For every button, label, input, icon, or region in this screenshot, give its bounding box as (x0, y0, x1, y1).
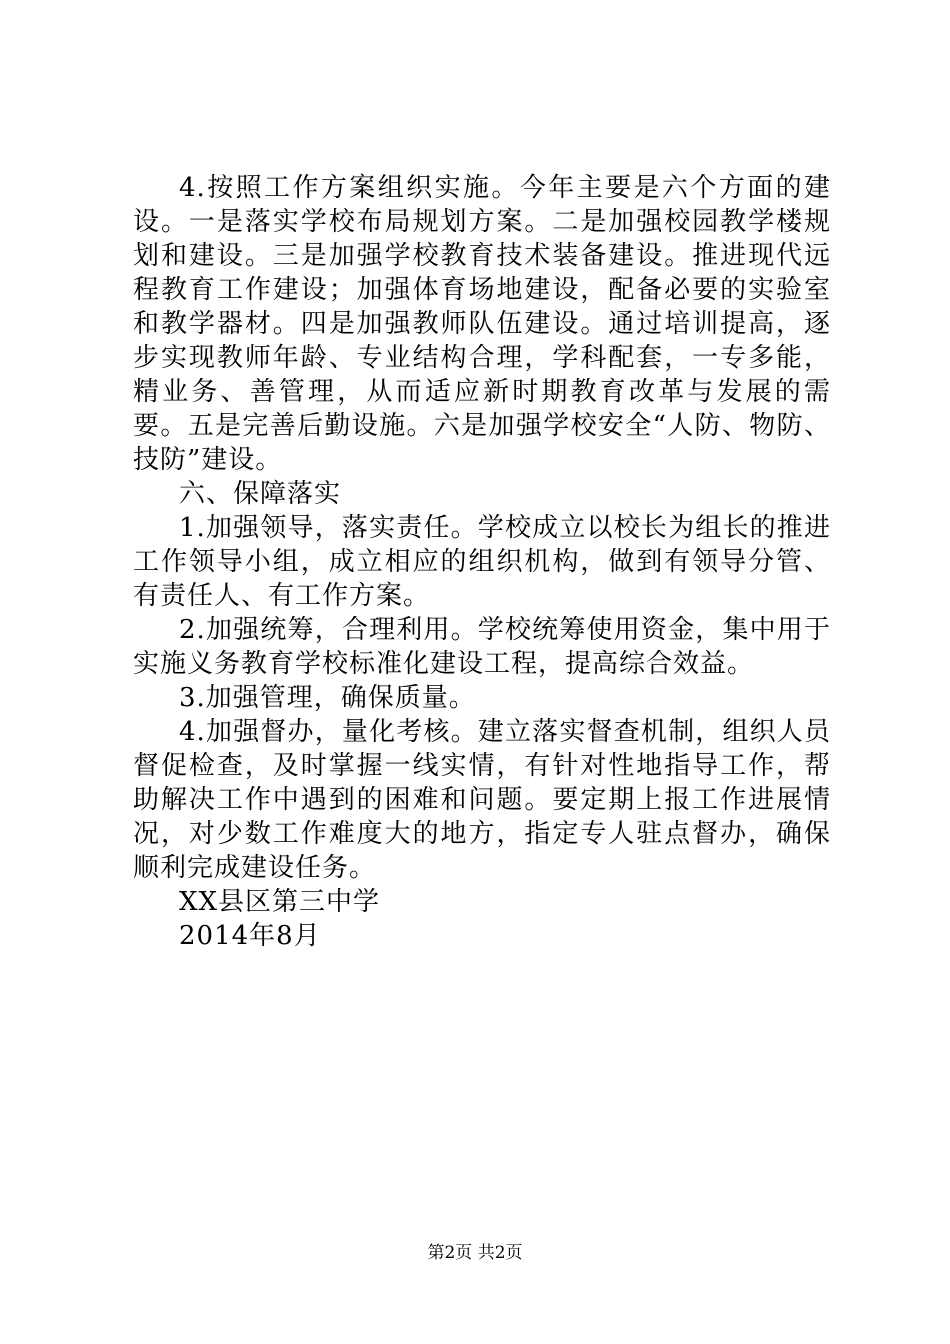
paragraph-leadership: 1.加强领导，落实责任。学校成立以校长为组长的推进工作领导小组，成立相应的组织机构，做到有领导分管、有责任人、有工作方案。 (133, 513, 831, 611)
signature-organization: XX县区第三中学 (179, 887, 381, 917)
section-heading-guarantee: 六、保障落实 (179, 479, 342, 509)
signature-date: 2014年8月 (179, 921, 321, 951)
paragraph-coordination: 2.加强统筹，合理利用。学校统筹使用资金，集中用于实施义务教育学校标准化建设工程，提高综合效益。 (133, 615, 831, 679)
paragraph-management: 3.加强管理，确保质量。 (179, 683, 476, 713)
paragraph-implementation: 4.按照工作方案组织实施。今年主要是六个方面的建设。一是落实学校布局规划方案。二是加强校园教学楼规划和建设。三是加强学校教育技术装备建设。推进现代远程教育工作建设；加强体育场地建设，配备必要的实验室和教学器材。四是加强教师队伍建设。通过培训提高，逐步实现教师年龄、专业结构合理，学科配套，一专多能，精业务、善管理，从而适应新时期教育改革与发展的需要。五是完善后勤设施。六是加强学校安全“人防、物防、技防”建设。 (133, 173, 831, 475)
paragraph-supervision: 4.加强督办，量化考核。建立落实督查机制，组织人员督促检查，及时掌握一线实情，有针对性地指导工作，帮助解决工作中遇到的困难和问题。要定期上报工作进展情况，对少数工作难度大的地方，指定专人驻点督办，确保顺利完成建设任务。 (133, 717, 831, 883)
page-footer: 第2页 共2页 (427, 1243, 523, 1263)
document-body (133, 171, 831, 953)
